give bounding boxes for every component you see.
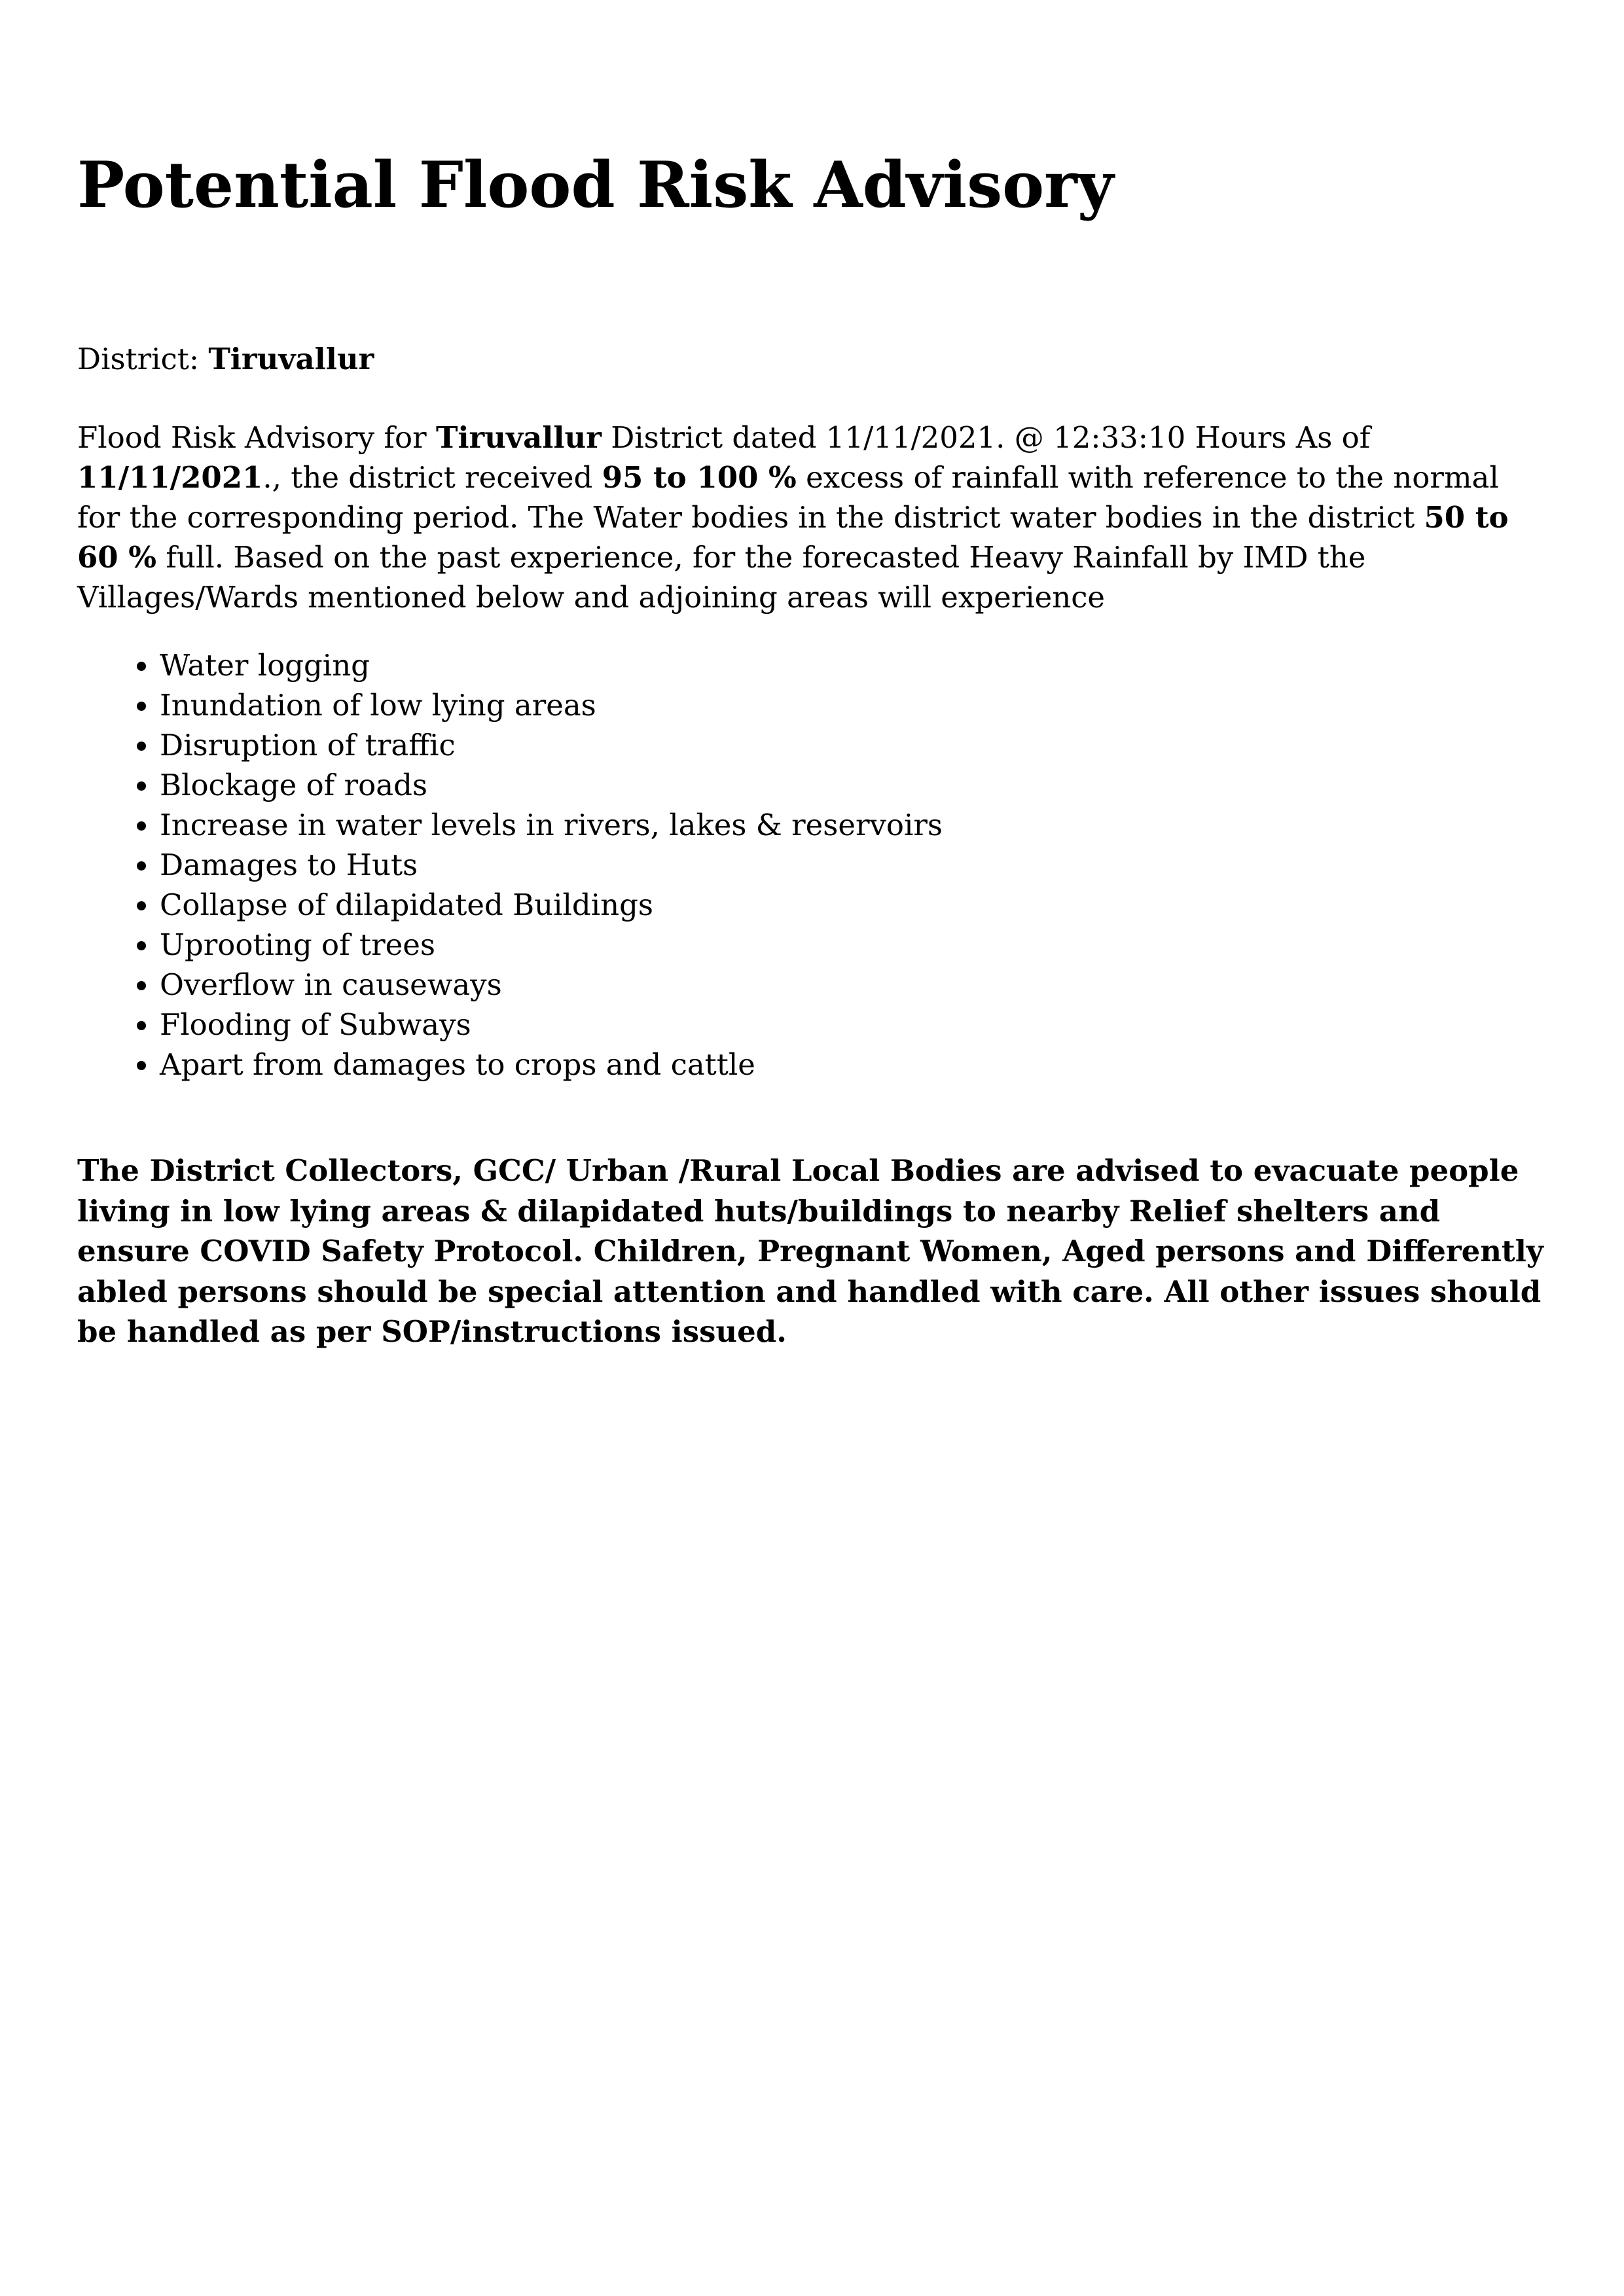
list-item: • Damages to Huts [160, 845, 943, 885]
as-of-date: 11/11/2021 [77, 460, 263, 495]
impact-list [77, 645, 943, 1085]
intro-text-4: excess of rainfall with reference to the normal for the corresponding period. The Water bodies in the district water bodies in the district [77, 460, 1499, 535]
list-item: • Uprooting of trees [160, 925, 943, 965]
list-item: • Blockage of roads [160, 765, 943, 805]
list-item: • Collapse of dilapidated Buildings [160, 885, 943, 925]
rainfall-excess: 95 to 100 % [602, 460, 797, 495]
district-name: Tiruvallur [208, 342, 374, 376]
list-item: • Flooding of Subways [160, 1005, 943, 1045]
intro-text-3: ., the district received [262, 460, 602, 495]
district-line [77, 339, 374, 379]
intro-text-2: District dated 11/11/2021. @ 12:33:10 Hours As of [601, 420, 1371, 455]
collector-directive: The District Collectors, GCC/ Urban /Rural Local Bodies are advised to evacuate people living in low lying areas & dilapidated huts/buildings to nearby Relief shelters and ensure COVID Safety Protocol. Children, Pregnant Women, Aged persons and Differently abled persons should be special attention and handled with care. All other issues should be handled as per SOP/instructions issued. [77, 1153, 1543, 1349]
list-item: • Overflow in causeways [160, 965, 943, 1005]
list-item: • Increase in water levels in rivers, lakes & reservoirs [160, 805, 943, 845]
list-item: • Water logging [160, 645, 943, 685]
list-item: • Inundation of low lying areas [160, 685, 943, 725]
district-label: District: [77, 342, 209, 376]
page-title: Potential Flood Risk Advisory [77, 148, 1114, 222]
intro-text-1: Flood Risk Advisory for [77, 420, 436, 455]
list-item: • Apart from damages to crops and cattle [160, 1045, 943, 1085]
water-body-level: 50 to 60 % [77, 500, 1509, 575]
intro-text-5: full. Based on the past experience, for the forecasted Heavy Rainfall by IMD the Villages/Wards mentioned below and adjoining areas will experience [77, 540, 1366, 615]
intro-district-name: Tiruvallur [435, 420, 602, 455]
list-item: • Disruption of traffic [160, 725, 943, 765]
advisory-intro-paragraph [77, 418, 1547, 617]
